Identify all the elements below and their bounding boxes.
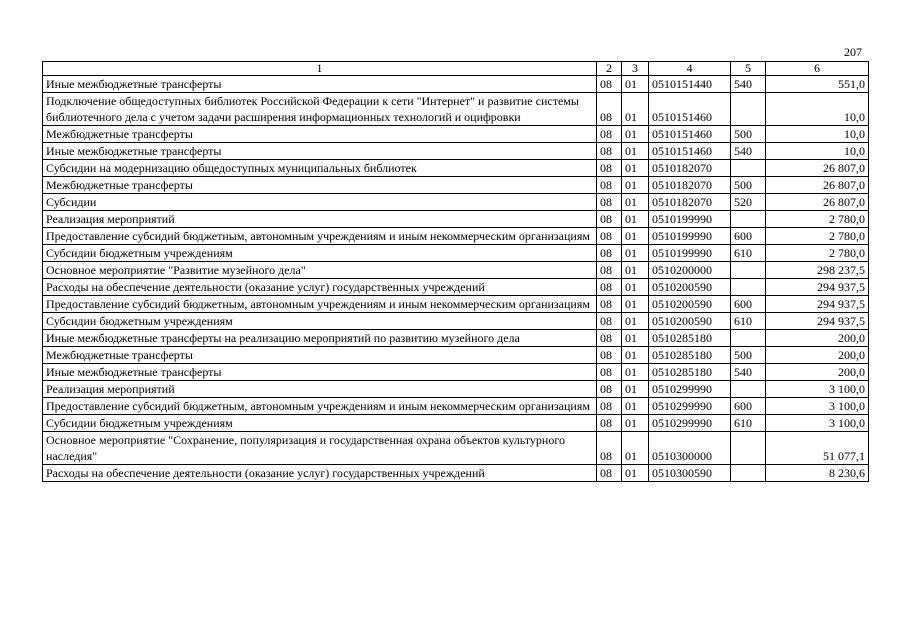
cell-name: Субсидии bbox=[43, 194, 597, 211]
cell-target-article: 0510151440 bbox=[649, 76, 731, 93]
cell-section: 08 bbox=[597, 415, 622, 432]
cell-subsection: 01 bbox=[622, 160, 649, 177]
cell-target-article: 0510151460 bbox=[649, 143, 731, 160]
cell-section: 08 bbox=[597, 143, 622, 160]
cell-amount: 294 937,5 bbox=[766, 296, 869, 313]
cell-amount: 3 100,0 bbox=[766, 398, 869, 415]
cell-expense-type bbox=[731, 381, 766, 398]
cell-subsection: 01 bbox=[622, 381, 649, 398]
cell-amount: 551,0 bbox=[766, 76, 869, 93]
cell-subsection: 01 bbox=[622, 245, 649, 262]
cell-amount: 8 230,6 bbox=[766, 465, 869, 482]
header-cell-name: 1 bbox=[43, 62, 597, 76]
table-row bbox=[43, 398, 869, 415]
cell-section: 08 bbox=[597, 211, 622, 228]
cell-name: Расходы на обеспечение деятельности (оказание услуг) государственных учреждений bbox=[43, 279, 597, 296]
cell-target-article: 0510200590 bbox=[649, 279, 731, 296]
table-body bbox=[43, 76, 869, 482]
cell-target-article: 0510200590 bbox=[649, 313, 731, 330]
cell-target-article: 0510285180 bbox=[649, 364, 731, 381]
cell-subsection: 01 bbox=[622, 364, 649, 381]
cell-expense-type bbox=[731, 330, 766, 347]
table-row bbox=[43, 143, 869, 160]
cell-expense-type: 520 bbox=[731, 194, 766, 211]
cell-section: 08 bbox=[597, 160, 622, 177]
budget-table bbox=[42, 61, 869, 482]
cell-subsection: 01 bbox=[622, 126, 649, 143]
cell-amount: 2 780,0 bbox=[766, 228, 869, 245]
cell-expense-type: 600 bbox=[731, 398, 766, 415]
header-cell-amount: 6 bbox=[766, 62, 869, 76]
cell-target-article: 0510299990 bbox=[649, 381, 731, 398]
cell-name: Реализация мероприятий bbox=[43, 211, 597, 228]
cell-target-article: 0510200000 bbox=[649, 262, 731, 279]
cell-expense-type: 600 bbox=[731, 228, 766, 245]
cell-target-article: 0510151460 bbox=[649, 93, 731, 126]
table-row bbox=[43, 245, 869, 262]
cell-section: 08 bbox=[597, 177, 622, 194]
cell-section: 08 bbox=[597, 126, 622, 143]
cell-amount: 2 780,0 bbox=[766, 211, 869, 228]
cell-name: Иные межбюджетные трансферты bbox=[43, 76, 597, 93]
cell-subsection: 01 bbox=[622, 228, 649, 245]
cell-expense-type: 500 bbox=[731, 177, 766, 194]
cell-subsection: 01 bbox=[622, 313, 649, 330]
cell-subsection: 01 bbox=[622, 330, 649, 347]
cell-expense-type: 500 bbox=[731, 126, 766, 143]
table-row bbox=[43, 76, 869, 93]
cell-expense-type bbox=[731, 279, 766, 296]
cell-name: Субсидии бюджетным учреждениям bbox=[43, 245, 597, 262]
cell-expense-type: 500 bbox=[731, 347, 766, 364]
cell-section: 08 bbox=[597, 465, 622, 482]
cell-name: Субсидии бюджетным учреждениям bbox=[43, 415, 597, 432]
table-row bbox=[43, 177, 869, 194]
cell-subsection: 01 bbox=[622, 76, 649, 93]
cell-name: Реализация мероприятий bbox=[43, 381, 597, 398]
cell-expense-type bbox=[731, 432, 766, 465]
cell-section: 08 bbox=[597, 381, 622, 398]
cell-section: 08 bbox=[597, 76, 622, 93]
header-cell-csr: 4 bbox=[649, 62, 731, 76]
cell-amount: 294 937,5 bbox=[766, 313, 869, 330]
cell-target-article: 0510182070 bbox=[649, 160, 731, 177]
cell-expense-type bbox=[731, 160, 766, 177]
table-row bbox=[43, 347, 869, 364]
cell-target-article: 0510199990 bbox=[649, 211, 731, 228]
cell-amount: 26 807,0 bbox=[766, 160, 869, 177]
cell-expense-type: 540 bbox=[731, 364, 766, 381]
cell-expense-type: 600 bbox=[731, 296, 766, 313]
cell-section: 08 bbox=[597, 245, 622, 262]
cell-amount: 51 077,1 bbox=[766, 432, 869, 465]
cell-section: 08 bbox=[597, 330, 622, 347]
table-row bbox=[43, 465, 869, 482]
cell-expense-type bbox=[731, 93, 766, 126]
table-row bbox=[43, 93, 869, 126]
cell-expense-type bbox=[731, 465, 766, 482]
cell-amount: 2 780,0 bbox=[766, 245, 869, 262]
cell-amount: 10,0 bbox=[766, 143, 869, 160]
table-row bbox=[43, 415, 869, 432]
cell-name: Межбюджетные трансферты bbox=[43, 347, 597, 364]
cell-target-article: 0510182070 bbox=[649, 194, 731, 211]
cell-amount: 26 807,0 bbox=[766, 194, 869, 211]
table-row bbox=[43, 194, 869, 211]
table-row bbox=[43, 432, 869, 465]
cell-target-article: 0510182070 bbox=[649, 177, 731, 194]
cell-subsection: 01 bbox=[622, 296, 649, 313]
page-number: 207 bbox=[844, 45, 862, 59]
cell-subsection: 01 bbox=[622, 347, 649, 364]
cell-target-article: 0510199990 bbox=[649, 228, 731, 245]
cell-expense-type: 610 bbox=[731, 415, 766, 432]
cell-name: Субсидии бюджетным учреждениям bbox=[43, 313, 597, 330]
cell-name: Предоставление субсидий бюджетным, автономным учреждениям и иным некоммерческим организациям bbox=[43, 228, 597, 245]
cell-subsection: 01 bbox=[622, 93, 649, 126]
cell-name: Основное мероприятие "Сохранение, популяризация и государственная охрана объектов культурного наследия" bbox=[43, 432, 597, 465]
cell-expense-type: 610 bbox=[731, 245, 766, 262]
cell-target-article: 0510199990 bbox=[649, 245, 731, 262]
cell-amount: 200,0 bbox=[766, 347, 869, 364]
table-row bbox=[43, 330, 869, 347]
cell-section: 08 bbox=[597, 432, 622, 465]
cell-section: 08 bbox=[597, 279, 622, 296]
cell-expense-type bbox=[731, 262, 766, 279]
cell-section: 08 bbox=[597, 313, 622, 330]
cell-name: Предоставление субсидий бюджетным, автономным учреждениям и иным некоммерческим организациям bbox=[43, 398, 597, 415]
table-header-row bbox=[43, 62, 869, 76]
cell-name: Расходы на обеспечение деятельности (оказание услуг) государственных учреждений bbox=[43, 465, 597, 482]
cell-name: Иные межбюджетные трансферты bbox=[43, 364, 597, 381]
cell-amount: 3 100,0 bbox=[766, 381, 869, 398]
cell-subsection: 01 bbox=[622, 432, 649, 465]
cell-target-article: 0510300000 bbox=[649, 432, 731, 465]
cell-name: Межбюджетные трансферты bbox=[43, 177, 597, 194]
cell-amount: 26 807,0 bbox=[766, 177, 869, 194]
cell-subsection: 01 bbox=[622, 465, 649, 482]
cell-section: 08 bbox=[597, 364, 622, 381]
cell-expense-type: 610 bbox=[731, 313, 766, 330]
cell-expense-type: 540 bbox=[731, 76, 766, 93]
cell-section: 08 bbox=[597, 93, 622, 126]
cell-subsection: 01 bbox=[622, 262, 649, 279]
header-cell-pr: 3 bbox=[622, 62, 649, 76]
cell-subsection: 01 bbox=[622, 211, 649, 228]
cell-amount: 3 100,0 bbox=[766, 415, 869, 432]
cell-subsection: 01 bbox=[622, 143, 649, 160]
cell-amount: 10,0 bbox=[766, 126, 869, 143]
table-row bbox=[43, 160, 869, 177]
table-row bbox=[43, 313, 869, 330]
cell-name: Иные межбюджетные трансферты bbox=[43, 143, 597, 160]
cell-name: Подключение общедоступных библиотек Российской Федерации к сети "Интернет" и развитие системы библиотечного дела с учетом задачи расширения информационных технологий и оцифровки bbox=[43, 93, 597, 126]
cell-target-article: 0510299990 bbox=[649, 415, 731, 432]
cell-section: 08 bbox=[597, 296, 622, 313]
cell-expense-type: 540 bbox=[731, 143, 766, 160]
table-row bbox=[43, 296, 869, 313]
cell-section: 08 bbox=[597, 398, 622, 415]
cell-subsection: 01 bbox=[622, 194, 649, 211]
cell-target-article: 0510300590 bbox=[649, 465, 731, 482]
table-row bbox=[43, 211, 869, 228]
cell-amount: 200,0 bbox=[766, 364, 869, 381]
cell-subsection: 01 bbox=[622, 398, 649, 415]
table-row bbox=[43, 262, 869, 279]
cell-name: Иные межбюджетные трансферты на реализацию мероприятий по развитию музейного дела bbox=[43, 330, 597, 347]
table-row bbox=[43, 364, 869, 381]
cell-subsection: 01 bbox=[622, 177, 649, 194]
table-row bbox=[43, 381, 869, 398]
cell-name: Основное мероприятие "Развитие музейного дела" bbox=[43, 262, 597, 279]
cell-name: Предоставление субсидий бюджетным, автономным учреждениям и иным некоммерческим организациям bbox=[43, 296, 597, 313]
header-cell-rz: 2 bbox=[597, 62, 622, 76]
cell-target-article: 0510285180 bbox=[649, 347, 731, 364]
cell-target-article: 0510299990 bbox=[649, 398, 731, 415]
cell-amount: 294 937,5 bbox=[766, 279, 869, 296]
cell-subsection: 01 bbox=[622, 279, 649, 296]
table-row bbox=[43, 228, 869, 245]
cell-amount: 298 237,5 bbox=[766, 262, 869, 279]
cell-amount: 10,0 bbox=[766, 93, 869, 126]
cell-section: 08 bbox=[597, 228, 622, 245]
cell-subsection: 01 bbox=[622, 415, 649, 432]
cell-expense-type bbox=[731, 211, 766, 228]
table-row bbox=[43, 279, 869, 296]
cell-section: 08 bbox=[597, 347, 622, 364]
header-cell-vr: 5 bbox=[731, 62, 766, 76]
cell-target-article: 0510200590 bbox=[649, 296, 731, 313]
cell-name: Межбюджетные трансферты bbox=[43, 126, 597, 143]
cell-name: Субсидии на модернизацию общедоступных муниципальных библиотек bbox=[43, 160, 597, 177]
cell-target-article: 0510285180 bbox=[649, 330, 731, 347]
cell-section: 08 bbox=[597, 262, 622, 279]
cell-section: 08 bbox=[597, 194, 622, 211]
cell-amount: 200,0 bbox=[766, 330, 869, 347]
table-row bbox=[43, 126, 869, 143]
cell-target-article: 0510151460 bbox=[649, 126, 731, 143]
